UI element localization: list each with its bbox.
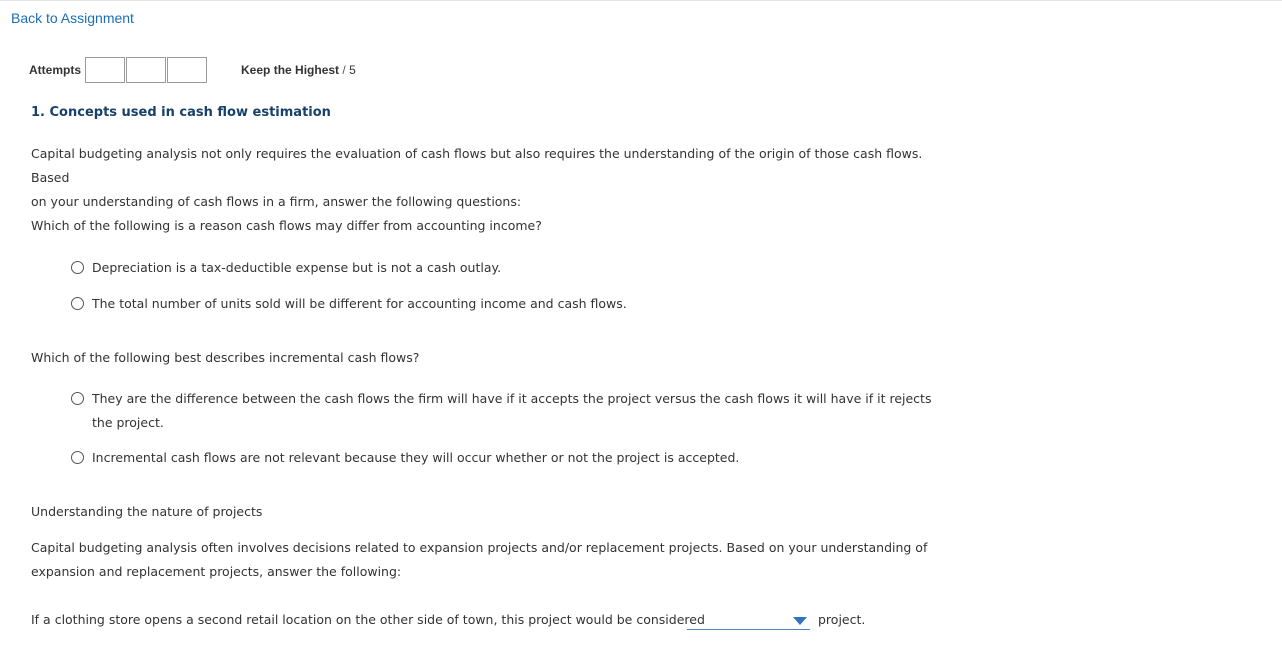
q1-option-2[interactable] xyxy=(71,292,942,316)
radio-button[interactable] xyxy=(71,261,84,274)
question-title: 1. Concepts used in cash flow estimation xyxy=(31,105,331,120)
dropdown-caret-icon[interactable] xyxy=(793,617,807,625)
q2-option-2-label: Incremental cash flows are not relevant because they will occur whether or not the project is accepted. xyxy=(92,450,740,465)
q2-option-1-label: They are the difference between the cash flows the firm will have if it accepts the project versus the cash flows it will have if it rejects the project. xyxy=(92,391,932,430)
q2-option-1[interactable] xyxy=(71,387,942,435)
attempt-boxes xyxy=(85,57,208,83)
keep-highest-info xyxy=(241,63,356,77)
radio-button[interactable] xyxy=(71,392,84,405)
q2-prompt: Which of the following best describes incremental cash flows? xyxy=(31,350,420,365)
section-line-1: Capital budgeting analysis often involves decisions related to expansion projects and/or replacement projects. Based on your understanding of xyxy=(31,540,928,555)
q1-option-1-label: Depreciation is a tax-deductible expense but is not a cash outlay. xyxy=(92,260,502,275)
keep-separator: / xyxy=(342,63,346,77)
attempts-label: Attempts xyxy=(29,63,82,77)
attempt-box-3 xyxy=(167,57,207,83)
intro-paragraph xyxy=(31,142,961,214)
project-type-dropdown[interactable] xyxy=(687,611,810,630)
q1-prompt: Which of the following is a reason cash flows may differ from accounting income? xyxy=(31,218,542,233)
q1-option-2-label: The total number of units sold will be different for accounting income and cash flows. xyxy=(92,296,627,311)
max-attempts: 5 xyxy=(349,63,356,77)
attempts-row xyxy=(29,57,356,83)
section-heading: Understanding the nature of projects xyxy=(31,504,263,519)
radio-button[interactable] xyxy=(71,451,84,464)
section-paragraph xyxy=(31,536,961,584)
q1-option-1[interactable] xyxy=(71,256,942,280)
q3-suffix: project. xyxy=(818,612,866,627)
radio-button[interactable] xyxy=(71,297,84,310)
section-line-2: expansion and replacement projects, answer the following: xyxy=(31,564,402,579)
q2-option-2[interactable] xyxy=(71,446,942,470)
top-divider xyxy=(0,0,1282,1)
attempt-box-2 xyxy=(126,57,166,83)
q3-prompt: If a clothing store opens a second retail location on the other side of town, this project would be considered xyxy=(31,612,705,627)
attempt-box-1 xyxy=(85,57,125,83)
intro-line-1: Capital budgeting analysis not only requires the evaluation of cash flows but also requires the understanding of the origin of those cash flows. Based xyxy=(31,146,923,185)
intro-line-2: on your understanding of cash flows in a firm, answer the following questions: xyxy=(31,194,522,209)
back-to-assignment-link[interactable]: Back to Assignment xyxy=(11,10,134,26)
keep-highest-label: Keep the Highest xyxy=(241,63,340,77)
